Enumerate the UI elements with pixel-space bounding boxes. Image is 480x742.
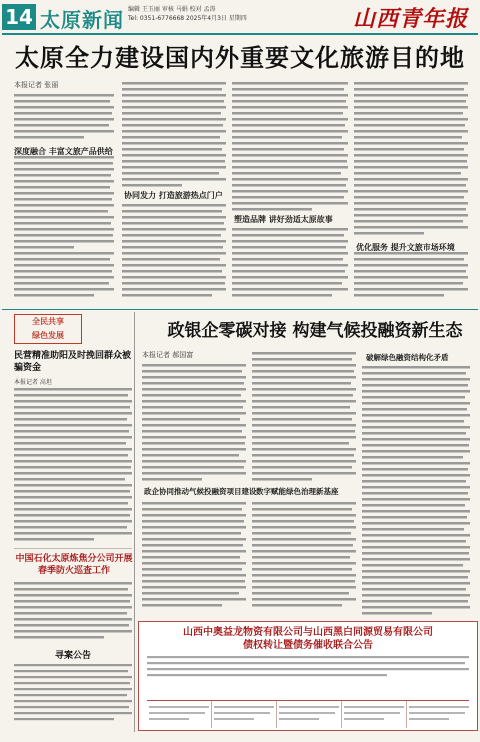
left-story-divider — [14, 548, 132, 549]
article1-subhead-3: 塑造品牌 讲好劲适太原故事 — [234, 215, 333, 224]
column-separator — [134, 312, 135, 732]
notice-title: 寻案公告 — [54, 651, 91, 661]
ad-table — [147, 700, 469, 728]
ad-table-cell — [147, 701, 212, 728]
left-story1-body — [14, 386, 132, 546]
editor-line: 编辑 王玉丽 审核 马娟 校对 孟涛 — [128, 6, 216, 13]
ad-table-cell — [212, 701, 277, 728]
ad-title-line2: 债权转让暨债务催收联合公告 — [243, 640, 373, 651]
article2-subhead-3: 破解绿色融资结构化矛盾 — [366, 353, 449, 362]
byline-name: 张丽 — [44, 81, 59, 89]
header-rule — [2, 33, 478, 35]
text-lines — [362, 364, 470, 616]
text-lines — [354, 80, 468, 302]
text-lines — [14, 580, 132, 644]
text-lines — [252, 350, 356, 616]
text-lines — [232, 80, 348, 302]
left-story1-byline: 本报记者 高坦 — [14, 379, 52, 386]
left-story1-title: 民营精准助阳及时挽回群众被骗资金 — [14, 351, 132, 373]
article1-subhead-1: 深度融合 丰富文旅产品供给 — [14, 147, 113, 156]
byline-label: 本报记者 — [14, 81, 42, 89]
article2-col-2 — [252, 350, 356, 616]
article2-byline — [142, 350, 193, 360]
column-tag-line2: 绿色发展 — [32, 331, 64, 340]
left-story2-body — [14, 580, 132, 644]
contact-line: Tel: 0351-6776668 2025年4月3日 星期四 — [128, 15, 247, 22]
article1-byline — [14, 80, 58, 90]
text-lines — [14, 662, 132, 728]
ad-title-line1: 山西中奥益龙物资有限公司与山西黑白同源贸易有限公司 — [183, 627, 433, 638]
missing-notice — [14, 650, 132, 732]
ad-body — [139, 652, 477, 680]
article1-subhead-4: 优化服务 提升文旅市场环境 — [356, 243, 455, 252]
article2-subhead-2: 数字赋能绿色治理新基座 — [256, 487, 339, 496]
newspaper-logo: 山西青年报 — [352, 6, 468, 32]
ad-table-cell — [342, 701, 407, 728]
editor-credits — [128, 5, 247, 23]
notice-body — [14, 662, 132, 730]
article2-col-3 — [362, 364, 470, 616]
article1-col-1 — [14, 92, 114, 302]
byline-label: 本报记者 — [142, 351, 170, 359]
text-lines — [14, 92, 114, 302]
text-lines — [14, 386, 132, 546]
article1-col-4 — [354, 80, 468, 302]
column-tag — [14, 314, 82, 344]
ad-table-cell — [407, 701, 471, 728]
text-lines — [147, 654, 469, 680]
article1-subhead-2: 协同发力 打造旅游热点门户 — [124, 191, 223, 200]
main-headline: 太原全力建设国内外重要文化旅游目的地 — [15, 43, 465, 72]
page-number: 14 — [2, 4, 36, 30]
byline-name: 郝国富 — [172, 351, 194, 359]
page-header — [0, 0, 480, 36]
article2-headline: 政银企零碳对接 构建气候投融资新生态 — [167, 321, 463, 341]
ad-table-cell — [277, 701, 342, 728]
column-tag-line1: 全民共享 — [32, 317, 64, 326]
article2-subhead-1: 政企协同推动气候投融资项目建设 — [144, 487, 257, 496]
article1-col-3 — [232, 80, 348, 302]
left-story2-title: 中国石化太原炼焦分公司开展春季防火巡查工作 — [15, 554, 133, 576]
section-divider — [2, 309, 478, 310]
section-name: 太原新闻 — [40, 8, 124, 32]
debt-transfer-ad — [138, 621, 478, 731]
